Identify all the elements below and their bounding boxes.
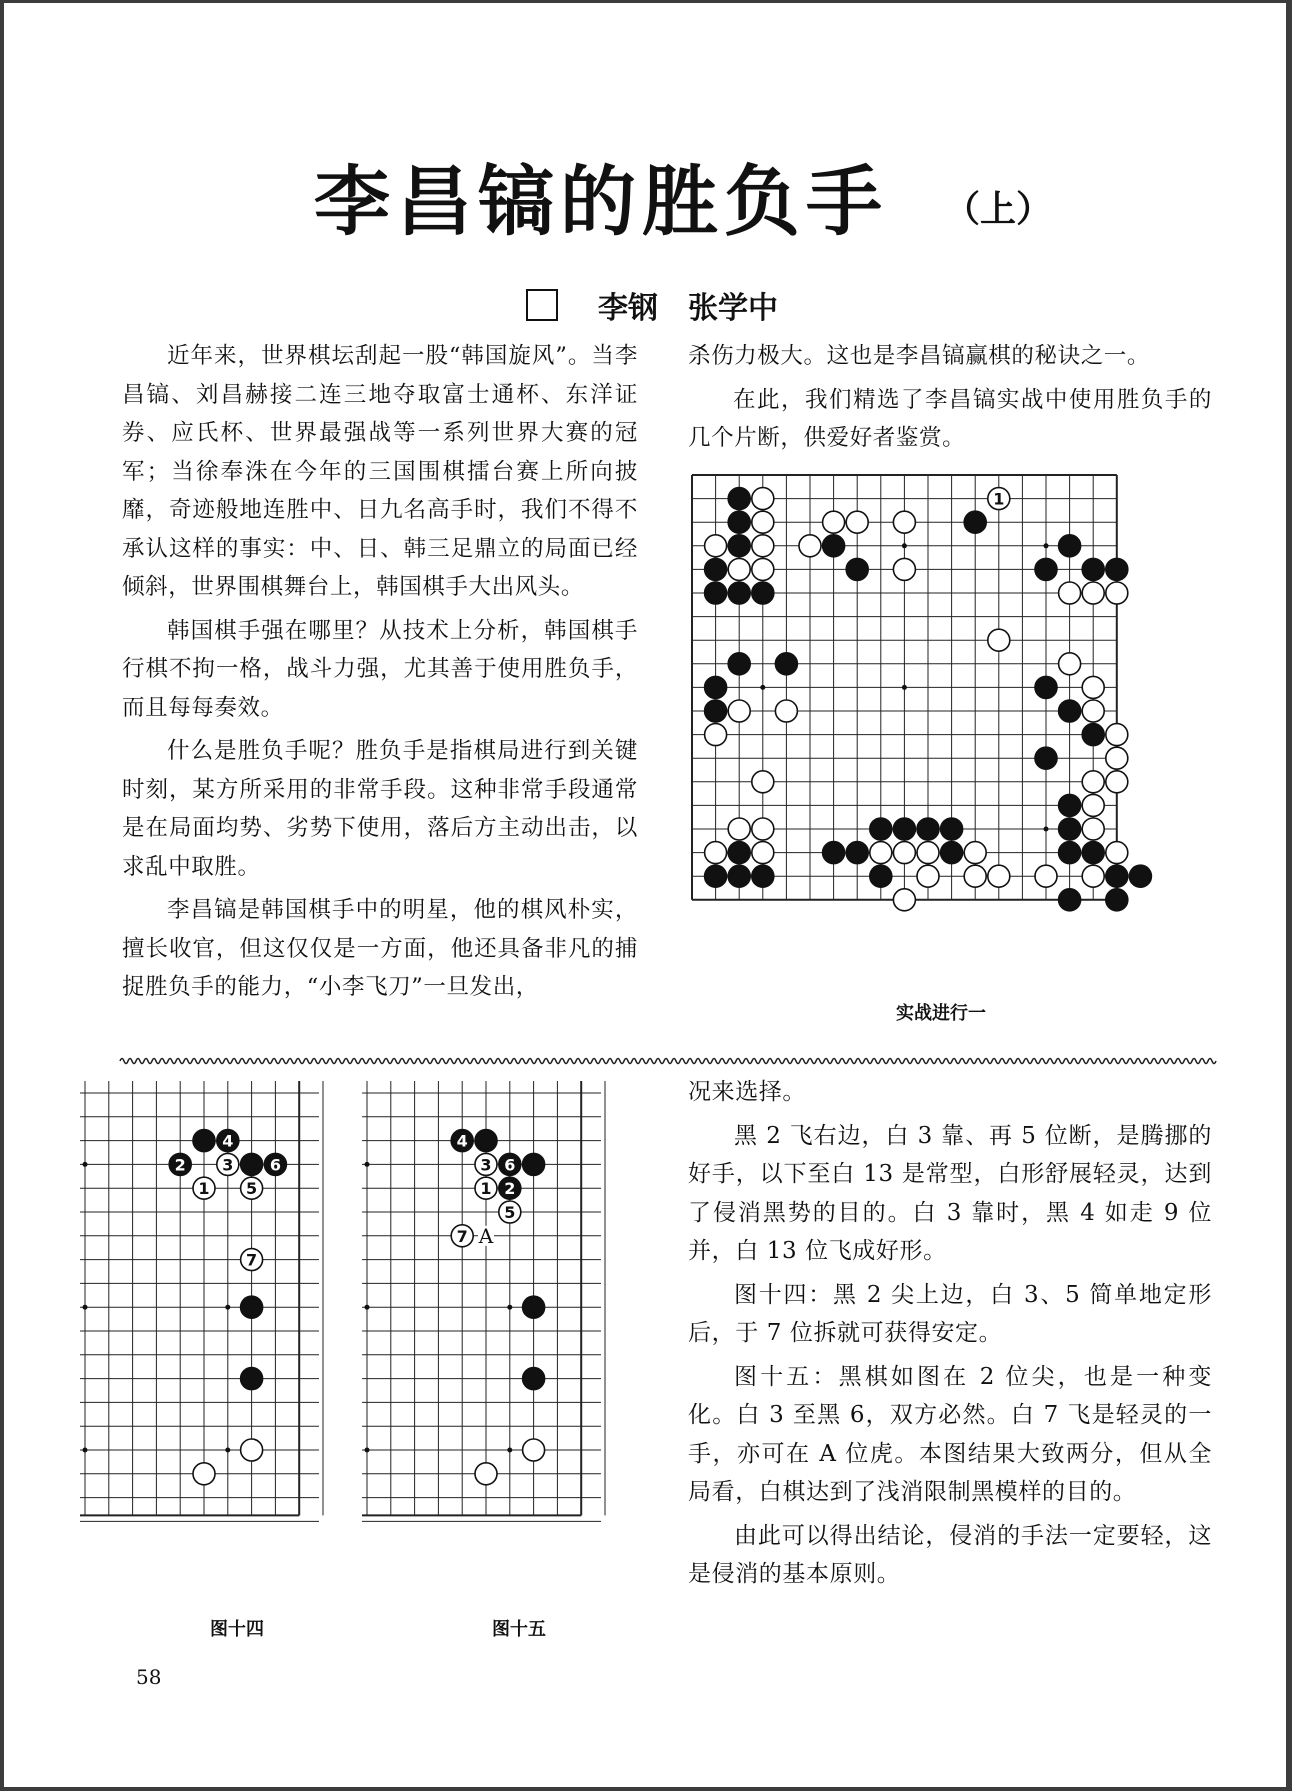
white-stone: [523, 1439, 545, 1461]
white-stone: [752, 535, 774, 557]
article-title: 李昌镐的胜负手: [314, 157, 888, 246]
white-stone: [1082, 771, 1104, 793]
paragraph: 李昌镐是韩国棋手中的明星，他的棋风朴实，擅长收官，但这仅仅是一方面，他还具备非凡的捕捉胜负手的能力，“小李飞刀”一旦发出，: [122, 897, 638, 1000]
author-line: [526, 283, 778, 327]
black-stone: [217, 1130, 239, 1152]
white-stone: [1082, 700, 1104, 722]
black-stone: [775, 653, 797, 675]
white-stone: [217, 1153, 239, 1175]
white-stone: [799, 535, 821, 557]
article-subtitle: （上）: [944, 189, 1053, 230]
white-stone: [988, 865, 1010, 887]
white-stone: [451, 1225, 473, 1247]
stone-number: 6: [504, 1155, 516, 1175]
black-stone: [941, 842, 963, 864]
black-stone: [499, 1153, 521, 1175]
black-stone: [728, 511, 750, 533]
white-stone: [241, 1249, 263, 1271]
white-stone: [893, 842, 915, 864]
white-stone: [728, 558, 750, 580]
black-stone: [1059, 842, 1081, 864]
white-stone: [917, 842, 939, 864]
fig15-caption: 图十五: [492, 1619, 546, 1640]
black-stone: [1059, 700, 1081, 722]
stone-number: 1: [198, 1179, 210, 1199]
go-board-fig15: [362, 1081, 632, 1581]
black-stone: [823, 842, 845, 864]
black-stone: [728, 535, 750, 557]
author-name: 张学中: [688, 291, 778, 326]
black-stone: [1129, 865, 1151, 887]
black-stone: [705, 865, 727, 887]
stone-number: 2: [504, 1179, 516, 1199]
paragraph: 图十五：黑棋如图在 2 位尖，也是一种变化。白 3 至黑 6，双方必然。白 7 飞是轻灵的一手，亦可在 A 位虎。本图结果大致两分，但从全局看，白棋达到了浅消限制黑模样的目的。: [688, 1363, 1212, 1505]
white-stone: [917, 865, 939, 887]
go-board-fig14: [80, 1081, 350, 1581]
white-stone: [241, 1177, 263, 1199]
white-stone: [475, 1153, 497, 1175]
stone-number: 7: [456, 1226, 468, 1246]
column-right: [688, 337, 1212, 463]
black-stone: [1059, 818, 1081, 840]
white-stone: [752, 771, 774, 793]
white-stone: [475, 1463, 497, 1485]
black-stone: [241, 1153, 263, 1175]
paragraph: 近年来，世界棋坛刮起一股“韩国旋风”。当李昌镐、刘昌赫接二连三地夺取富士通杯、东洋证券、应氏杯、世界最强战等一系列世界大赛的冠军；当徐奉洙在今年的三国围棋擂台赛上所向披靡，奇迹般地连胜中、日九名高手时，我们不得不承认这样的事实：中、日、韩三足鼎立的局面已经倾斜，世界围棋舞台上，韩国棋手大出风头。: [122, 343, 638, 600]
white-stone: [705, 724, 727, 746]
black-stone: [451, 1130, 473, 1152]
white-stone: [1106, 582, 1128, 604]
black-stone: [241, 1368, 263, 1390]
black-stone: [1106, 889, 1128, 911]
white-stone: [752, 818, 774, 840]
black-stone: [728, 842, 750, 864]
black-stone: [1035, 676, 1057, 698]
white-stone: [705, 535, 727, 557]
black-stone: [917, 818, 939, 840]
square-icon: [526, 289, 558, 321]
black-stone: [523, 1296, 545, 1318]
black-stone: [1082, 558, 1104, 580]
stone-number: 6: [269, 1155, 281, 1175]
black-stone: [1059, 794, 1081, 816]
black-stone: [728, 865, 750, 887]
black-stone: [475, 1130, 497, 1152]
white-stone: [475, 1177, 497, 1199]
stone-number: 5: [246, 1179, 258, 1199]
paragraph: 在此，我们精选了李昌镐实战中使用胜负手的几个片断，供爱好者鉴赏。: [688, 386, 1212, 451]
white-stone: [964, 842, 986, 864]
white-stone: [1082, 676, 1104, 698]
stone-number: 1: [993, 489, 1005, 509]
black-stone: [193, 1130, 215, 1152]
paragraph: 况来选择。: [688, 1079, 806, 1105]
white-stone: [1106, 771, 1128, 793]
black-stone: [241, 1296, 263, 1318]
black-stone: [1035, 558, 1057, 580]
black-stone: [1059, 889, 1081, 911]
black-stone: [1082, 842, 1104, 864]
white-stone: [728, 818, 750, 840]
column-left: [122, 337, 638, 1012]
go-board-main: [684, 465, 1184, 1005]
black-stone: [1082, 724, 1104, 746]
white-stone: [823, 511, 845, 533]
white-stone: [752, 842, 774, 864]
white-stone: [1082, 794, 1104, 816]
black-stone: [705, 676, 727, 698]
white-stone: [499, 1201, 521, 1223]
black-stone: [523, 1368, 545, 1390]
black-stone: [264, 1153, 286, 1175]
page: [4, 3, 1286, 1787]
black-stone: [941, 818, 963, 840]
black-stone: [728, 582, 750, 604]
black-stone: [169, 1153, 191, 1175]
stone-number: 7: [246, 1250, 258, 1270]
white-stone: [988, 629, 1010, 651]
white-stone: [893, 558, 915, 580]
black-stone: [705, 700, 727, 722]
paragraph: 图十四：黑 2 尖上边，白 3、5 简单地定形后，于 7 位拆就可获得安定。: [688, 1281, 1212, 1346]
white-stone: [1106, 842, 1128, 864]
black-stone: [705, 582, 727, 604]
main-board-caption: 实战进行一: [896, 1003, 986, 1024]
black-stone: [705, 558, 727, 580]
black-stone: [1035, 747, 1057, 769]
white-stone: [752, 488, 774, 510]
white-stone: [1106, 724, 1128, 746]
black-stone: [1106, 865, 1128, 887]
paragraph: 由此可以得出结论，侵消的手法一定要轻，这是侵消的基本原则。: [688, 1522, 1212, 1587]
white-stone: [752, 511, 774, 533]
stone-number: 3: [480, 1155, 492, 1175]
paragraph: 黑 2 飞右边，白 3 靠、再 5 位断，是腾挪的好手，以下至白 13 是常型，白形舒展轻灵，达到了侵消黑势的目的。白 3 靠时，黑 4 如走 9 位并，白 13 位飞成好形。: [688, 1122, 1212, 1264]
mark-a-label: A: [478, 1223, 494, 1248]
black-stone: [752, 865, 774, 887]
black-stone: [752, 582, 774, 604]
white-stone: [752, 558, 774, 580]
white-stone: [1035, 865, 1057, 887]
black-stone: [823, 535, 845, 557]
black-stone: [870, 818, 892, 840]
wavy-divider: [120, 1055, 1210, 1067]
white-stone: [193, 1177, 215, 1199]
black-stone: [523, 1153, 545, 1175]
author-name: 李钢: [598, 291, 658, 326]
paragraph: 杀伤力极大。这也是李昌镐赢棋的秘诀之一。: [688, 343, 1151, 369]
white-stone: [988, 488, 1010, 510]
white-stone: [1082, 865, 1104, 887]
white-stone: [193, 1463, 215, 1485]
black-stone: [964, 511, 986, 533]
column-right-lower: [688, 1073, 1212, 1599]
black-stone: [846, 558, 868, 580]
stone-number: 1: [480, 1179, 492, 1199]
black-stone: [728, 488, 750, 510]
white-stone: [1106, 747, 1128, 769]
white-stone: [1059, 582, 1081, 604]
white-stone: [893, 511, 915, 533]
white-stone: [1059, 653, 1081, 675]
white-stone: [870, 842, 892, 864]
stone-number: 4: [222, 1131, 234, 1151]
white-stone: [846, 511, 868, 533]
page-number: 58: [136, 1665, 162, 1689]
black-stone: [499, 1177, 521, 1199]
white-stone: [728, 700, 750, 722]
stone-number: 4: [456, 1131, 468, 1151]
white-stone: [964, 865, 986, 887]
white-stone: [775, 700, 797, 722]
black-stone: [1059, 535, 1081, 557]
white-stone: [893, 889, 915, 911]
stone-number: 3: [222, 1155, 234, 1175]
black-stone: [846, 842, 868, 864]
paragraph: 韩国棋手强在哪里？从技术上分析，韩国棋手行棋不拘一格，战斗力强，尤其善于使用胜负手，而且每每奏效。: [122, 617, 638, 721]
black-stone: [728, 653, 750, 675]
fig14-caption: 图十四: [210, 1619, 264, 1640]
white-stone: [705, 842, 727, 864]
black-stone: [870, 865, 892, 887]
black-stone: [893, 818, 915, 840]
white-stone: [1082, 582, 1104, 604]
white-stone: [241, 1439, 263, 1461]
black-stone: [1106, 558, 1128, 580]
stone-number: 2: [174, 1155, 186, 1175]
stone-number: 5: [504, 1203, 516, 1222]
paragraph: 什么是胜负手呢？胜负手是指棋局进行到关键时刻，某方所采用的非常手段。这种非常手段通常是在局面均势、劣势下使用，落后方主动出击，以求乱中取胜。: [122, 738, 638, 880]
white-stone: [1082, 818, 1104, 840]
